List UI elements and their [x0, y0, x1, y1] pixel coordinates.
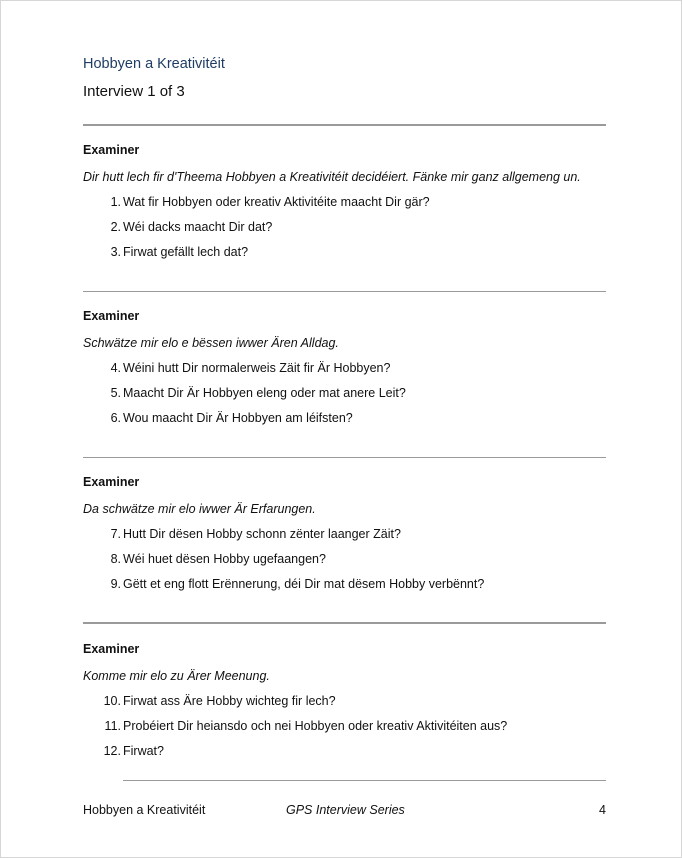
question-text: Wat fir Hobbyen oder kreativ Aktivitéite maacht Dir gär? — [123, 195, 430, 209]
page-number: 4 — [599, 803, 606, 817]
document-subtitle: Interview 1 of 3 — [83, 83, 185, 100]
question-list — [83, 693, 606, 768]
section-prompt: Dir hutt lech fir d'Theema Hobbyen a Kreativitéit decidéiert. Fänke mir ganz allgemeng un. — [83, 170, 581, 184]
section-prompt: Da schwätze mir elo iwwer Är Erfarungen. — [83, 502, 316, 516]
section-divider — [83, 291, 606, 292]
question-item — [83, 385, 606, 410]
question-list — [83, 526, 606, 601]
question-number: 3. — [110, 245, 121, 259]
question-number: 8. — [110, 552, 121, 566]
speaker-label: Examiner — [83, 143, 140, 157]
question-item — [83, 410, 606, 435]
question-item — [83, 743, 606, 768]
question-item — [83, 718, 606, 743]
question-text: Gëtt et eng flott Erënnerung, déi Dir mat dësem Hobby verbënnt? — [123, 577, 485, 591]
section-divider — [83, 457, 606, 458]
question-item — [83, 360, 606, 385]
question-item — [83, 244, 606, 269]
question-text: Wéi huet dësen Hobby ugefaangen? — [123, 552, 326, 566]
question-number: 12. — [103, 744, 121, 758]
question-number: 6. — [110, 411, 121, 425]
section-divider — [83, 622, 606, 624]
question-text: Firwat? — [123, 744, 164, 758]
interview-section-2 — [83, 308, 606, 435]
footer-divider — [123, 780, 606, 781]
speaker-label: Examiner — [83, 309, 140, 323]
question-item — [83, 194, 606, 219]
question-item — [83, 693, 606, 718]
question-text: Wéi dacks maacht Dir dat? — [123, 220, 273, 234]
question-number: 7. — [110, 527, 121, 541]
section-divider — [83, 124, 606, 126]
question-text: Hutt Dir dësen Hobby schonn zënter laanger Zäit? — [123, 527, 401, 541]
question-number: 2. — [110, 220, 121, 234]
question-text: Wou maacht Dir Är Hobbyen am léifsten? — [123, 411, 353, 425]
footer-series-name: GPS Interview Series — [286, 803, 405, 817]
document-title: Hobbyen a Kreativitéit — [83, 56, 225, 72]
section-prompt: Schwätze mir elo e bëssen iwwer Ären Alldag. — [83, 336, 339, 350]
footer-document-title: Hobbyen a Kreativitéit — [83, 803, 206, 817]
question-number: 10. — [103, 694, 121, 708]
speaker-label: Examiner — [83, 642, 140, 656]
question-text: Wéini hutt Dir normalerweis Zäit fir Är Hobbyen? — [123, 361, 391, 375]
question-list — [83, 194, 606, 269]
interview-section-4 — [83, 641, 606, 768]
question-item — [83, 219, 606, 244]
section-prompt: Komme mir elo zu Ärer Meenung. — [83, 669, 270, 683]
question-text: Firwat ass Äre Hobby wichteg fir lech? — [123, 694, 336, 708]
interview-section-3 — [83, 474, 606, 601]
question-item — [83, 551, 606, 576]
question-number: 1. — [110, 195, 121, 209]
question-text: Firwat gefällt lech dat? — [123, 245, 249, 259]
question-text: Maacht Dir Är Hobbyen eleng oder mat anere Leit? — [123, 386, 406, 400]
question-number: 5. — [110, 386, 121, 400]
question-number: 9. — [110, 577, 121, 591]
speaker-label: Examiner — [83, 475, 140, 489]
question-text: Probéiert Dir heiansdo och nei Hobbyen oder kreativ Aktivitéiten aus? — [123, 719, 508, 733]
question-item — [83, 526, 606, 551]
question-list — [83, 360, 606, 435]
question-number: 4. — [110, 361, 121, 375]
question-number: 11. — [104, 719, 121, 733]
question-item — [83, 576, 606, 601]
interview-section-1 — [83, 142, 606, 269]
